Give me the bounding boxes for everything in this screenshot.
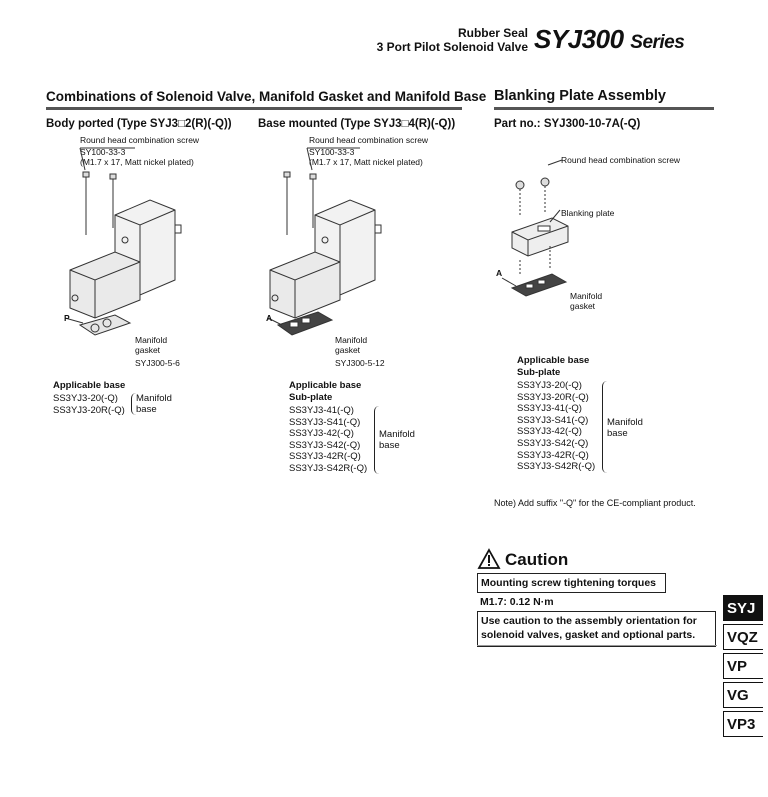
body-brace-label-1: Manifold (136, 393, 172, 404)
blanking-base-item: SS3YJ3-42(-Q) (517, 426, 582, 438)
base-base-item: SS3YJ3-S42R(-Q) (289, 462, 368, 474)
base-screw-spec: (M1.7 x 17, Matt nickel plated) (309, 157, 423, 167)
base-screw-part: SY100-33-3 (309, 147, 355, 157)
warning-icon (478, 549, 500, 569)
series-title (534, 24, 684, 55)
body-screw-spec: (M1.7 x 17, Matt nickel plated) (80, 157, 194, 167)
blanking-base-item: SS3YJ3-41(-Q) (517, 403, 582, 415)
base-base-item: SS3YJ3-42R(-Q) (289, 451, 361, 463)
base-screw-label: Round head combination screw (309, 135, 429, 145)
caution-divider (477, 645, 717, 646)
blanking-base-item: SS3YJ3-S42R(-Q) (517, 461, 596, 473)
base-base-item: SS3YJ3-S41(-Q) (289, 416, 361, 428)
body-gasket-part: SYJ300-5-6 (135, 358, 180, 368)
torque-value: M1.7: 0.12 N·m (480, 596, 554, 608)
body-gasket-label-1: Manifold (135, 335, 168, 345)
blanking-subplate-title: Sub-plate (517, 367, 561, 378)
torque-box: Mounting screw tightening torques (477, 573, 666, 593)
body-ported-valve-drawing (55, 140, 195, 360)
body-base-item: SS3YJ3-20R(-Q) (53, 404, 125, 416)
blanking-port-label: A (496, 268, 503, 278)
base-applicable-title: Applicable base (289, 380, 362, 391)
side-tab-vg[interactable]: VG (723, 682, 763, 708)
body-screw-label: Round head combination screw (80, 135, 200, 145)
blanking-base-item: SS3YJ3-S42(-Q) (517, 437, 589, 449)
combinations-title: Combinations of Solenoid Valve, Manifold Gasket and Manifold Base (46, 89, 487, 104)
side-tab-syj[interactable]: SYJ (723, 595, 763, 621)
header-line-2: 3 Port Pilot Solenoid Valve (376, 40, 528, 54)
base-subplate-title: Sub-plate (289, 392, 333, 403)
blanking-note: Note) Add suffix "-Q" for the CE-compliant product. (494, 498, 696, 508)
base-base-list (289, 405, 367, 475)
body-port-label: P (64, 313, 70, 323)
base-base-item: SS3YJ3-41(-Q) (289, 405, 354, 416)
header-line-1: Rubber Seal (457, 26, 528, 40)
combinations-rule (46, 107, 462, 110)
orientation-box-line-1: Use caution to the assembly orientation for (481, 615, 697, 627)
base-gasket-label-1: Manifold (335, 335, 368, 345)
series-main: SYJ300 (534, 24, 624, 54)
blanking-base-item: SS3YJ3-20R(-Q) (517, 391, 589, 403)
base-base-item: SS3YJ3-S42(-Q) (289, 439, 361, 451)
blanking-screw-label: Round head combination screw (561, 155, 681, 165)
base-port-label: A (266, 313, 273, 323)
blanking-base-list (517, 380, 595, 473)
side-tab-vqz[interactable]: VQZ (723, 624, 763, 650)
side-tab-vp[interactable]: VP (723, 653, 763, 679)
base-brace-label-2: base (379, 440, 400, 451)
body-ported-title: Body ported (Type SYJ3□2(R)(-Q)) (46, 118, 232, 130)
body-gasket-label-2: gasket (135, 345, 161, 355)
blanking-plate-drawing (490, 160, 603, 310)
base-gasket-part: SYJ300-5-12 (335, 358, 385, 368)
body-screw-part: SY100-33-3 (80, 147, 126, 157)
blanking-base-item: SS3YJ3-42R(-Q) (517, 449, 589, 461)
blanking-gasket-label-2: gasket (570, 301, 596, 311)
orientation-box-line-2: solenoid valves, gasket and optional parts. (481, 629, 696, 641)
base-brace-label-1: Manifold (379, 429, 415, 440)
base-base-item: SS3YJ3-42(-Q) (289, 428, 354, 440)
body-base-item: SS3YJ3-20(-Q) (53, 393, 118, 404)
blanking-applicable-title: Applicable base (517, 355, 590, 366)
base-mounted-title: Base mounted (Type SYJ3□4(R)(-Q)) (258, 118, 456, 130)
body-applicable-title: Applicable base (53, 380, 126, 391)
base-gasket-label-2: gasket (335, 345, 361, 355)
orientation-box (477, 611, 716, 647)
series-suffix: Series (630, 32, 685, 53)
side-tab-vp3[interactable]: VP3 (723, 711, 763, 737)
body-brace-label-2: base (136, 404, 157, 415)
blanking-brace-label-2: base (607, 428, 628, 439)
blanking-brace-label-1: Manifold (607, 417, 643, 428)
blanking-plate-label: Blanking plate (561, 208, 615, 218)
blanking-rule (494, 107, 714, 110)
base-mounted-valve-drawing (260, 140, 400, 360)
blanking-base-item: SS3YJ3-S41(-Q) (517, 414, 589, 426)
blanking-base-item: SS3YJ3-20(-Q) (517, 380, 582, 391)
blanking-part-no: Part no.: SYJ300-10-7A(-Q) (494, 118, 641, 130)
blanking-gasket-label-1: Manifold (570, 291, 603, 301)
caution-title: Caution (505, 550, 569, 569)
blanking-title: Blanking Plate Assembly (494, 88, 666, 104)
body-base-list (53, 393, 125, 416)
